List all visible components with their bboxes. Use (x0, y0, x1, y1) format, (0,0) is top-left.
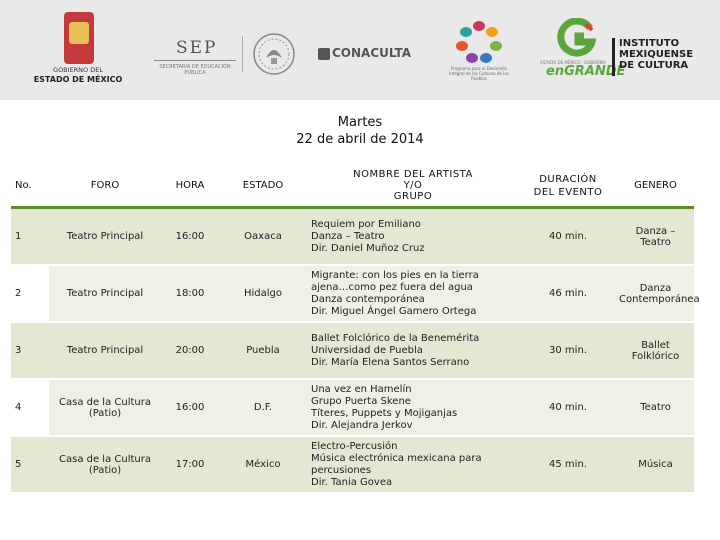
cell-foro: Casa de la Cultura (Patio) (49, 437, 161, 494)
cell-no: 4 (11, 380, 49, 437)
col-header-genero: GENERO (617, 165, 694, 209)
cell-no: 2 (11, 266, 49, 323)
date-title (0, 114, 720, 148)
col-header-artist: NOMBRE DEL ARTISTA Y/O GRUPO (307, 165, 519, 209)
col-header-estado: ESTADO (219, 165, 307, 209)
engrande-word: enGRANDE (546, 64, 626, 79)
cell-artist: Ballet Folclórico de la Benemérita Universidad de Puebla Dir. María Elena Santos Serrano (307, 323, 519, 380)
cell-genero: Teatro (617, 380, 694, 437)
cell-artist: Una vez en Hamelín Grupo Puerta Skene Títeres, Puppets y Mojiganjas Dir. Alejandra Jerkov (307, 380, 519, 437)
program-caption: Programa para el Desarrollo Integral de las Culturas de los Pueblos (449, 66, 509, 81)
edomex-logo (28, 12, 128, 84)
cell-estado: Oaxaca (219, 209, 307, 266)
program-logo (448, 18, 510, 90)
flower-icon (448, 18, 510, 66)
national-seal-icon (252, 32, 296, 76)
cell-hora: 16:00 (161, 380, 219, 437)
cell-duracion: 45 min. (519, 437, 617, 494)
col-header-duracion: DURACIÓN DEL EVENTO (519, 165, 617, 209)
edomex-line1: GOBIERNO DEL (53, 66, 103, 74)
title-date: 22 de abril de 2014 (296, 132, 424, 147)
imc-logo (612, 38, 694, 76)
cell-hora: 18:00 (161, 266, 219, 323)
cell-hora: 17:00 (161, 437, 219, 494)
cell-duracion: 46 min. (519, 266, 617, 323)
cell-foro: Teatro Principal (49, 323, 161, 380)
conaculta-word: CONACULTA (332, 46, 412, 60)
cell-no: 5 (11, 437, 49, 494)
cell-estado: México (219, 437, 307, 494)
cell-artist: Migrante: con los pies en la tierra ajena…como pez fuera del agua Danza contemporánea Dir. Miguel Ángel Gamero Ortega (307, 266, 519, 323)
imc-line1: INSTITUTO (619, 38, 680, 49)
cell-genero: Danza Contemporánea (617, 266, 694, 323)
imc-line3: DE CULTURA (619, 60, 689, 71)
g-icon (556, 18, 596, 58)
sep-logo (150, 38, 240, 80)
cell-foro: Teatro Principal (49, 266, 161, 323)
cell-no: 3 (11, 323, 49, 380)
cell-hora: 20:00 (161, 323, 219, 380)
table-row (11, 380, 694, 437)
edomex-line2: ESTADO DE MÉXICO (33, 75, 123, 84)
table-row (11, 437, 694, 494)
cell-estado: Hidalgo (219, 266, 307, 323)
schedule-table (11, 165, 700, 494)
cell-estado: Puebla (219, 323, 307, 380)
sep-subtitle: SECRETARÍA DE EDUCACIÓN PÚBLICA (159, 64, 231, 76)
col-header-hora: HORA (161, 165, 219, 209)
cell-duracion: 40 min. (519, 380, 617, 437)
engrande-subtitle: ESTADO DE MÉXICO · GOBIERNO (540, 60, 606, 65)
engrande-logo (536, 18, 626, 79)
cell-hora: 16:00 (161, 209, 219, 266)
sep-word: SEP (176, 38, 218, 58)
divider (242, 36, 243, 72)
cell-duracion: 30 min. (519, 323, 617, 380)
cell-artist: Electro-Percusión Música electrónica mexicana para percusiones Dir. Tania Govea (307, 437, 519, 494)
cell-no: 1 (11, 209, 49, 266)
table-row (11, 323, 694, 380)
cell-genero: Música (617, 437, 694, 494)
cell-duracion: 40 min. (519, 209, 617, 266)
conaculta-mark-icon (318, 48, 330, 60)
cell-estado: D.F. (219, 380, 307, 437)
table-row (11, 266, 694, 323)
cell-foro: Casa de la Cultura (Patio) (49, 380, 161, 437)
cell-foro: Teatro Principal (49, 209, 161, 266)
cell-genero: Ballet Folklórico (617, 323, 694, 380)
title-day: Martes (337, 115, 383, 130)
cell-genero: Danza – Teatro (617, 209, 694, 266)
table-row (11, 209, 694, 266)
col-header-no: No. (11, 165, 49, 209)
header-band (0, 0, 720, 100)
col-header-foro: FORO (49, 165, 161, 209)
header-row (11, 165, 694, 209)
imc-line2: MEXIQUENSE (619, 49, 694, 60)
crest-icon (64, 12, 94, 64)
cell-artist: Requiem por Emiliano Danza – Teatro Dir. Daniel Muñoz Cruz (307, 209, 519, 266)
